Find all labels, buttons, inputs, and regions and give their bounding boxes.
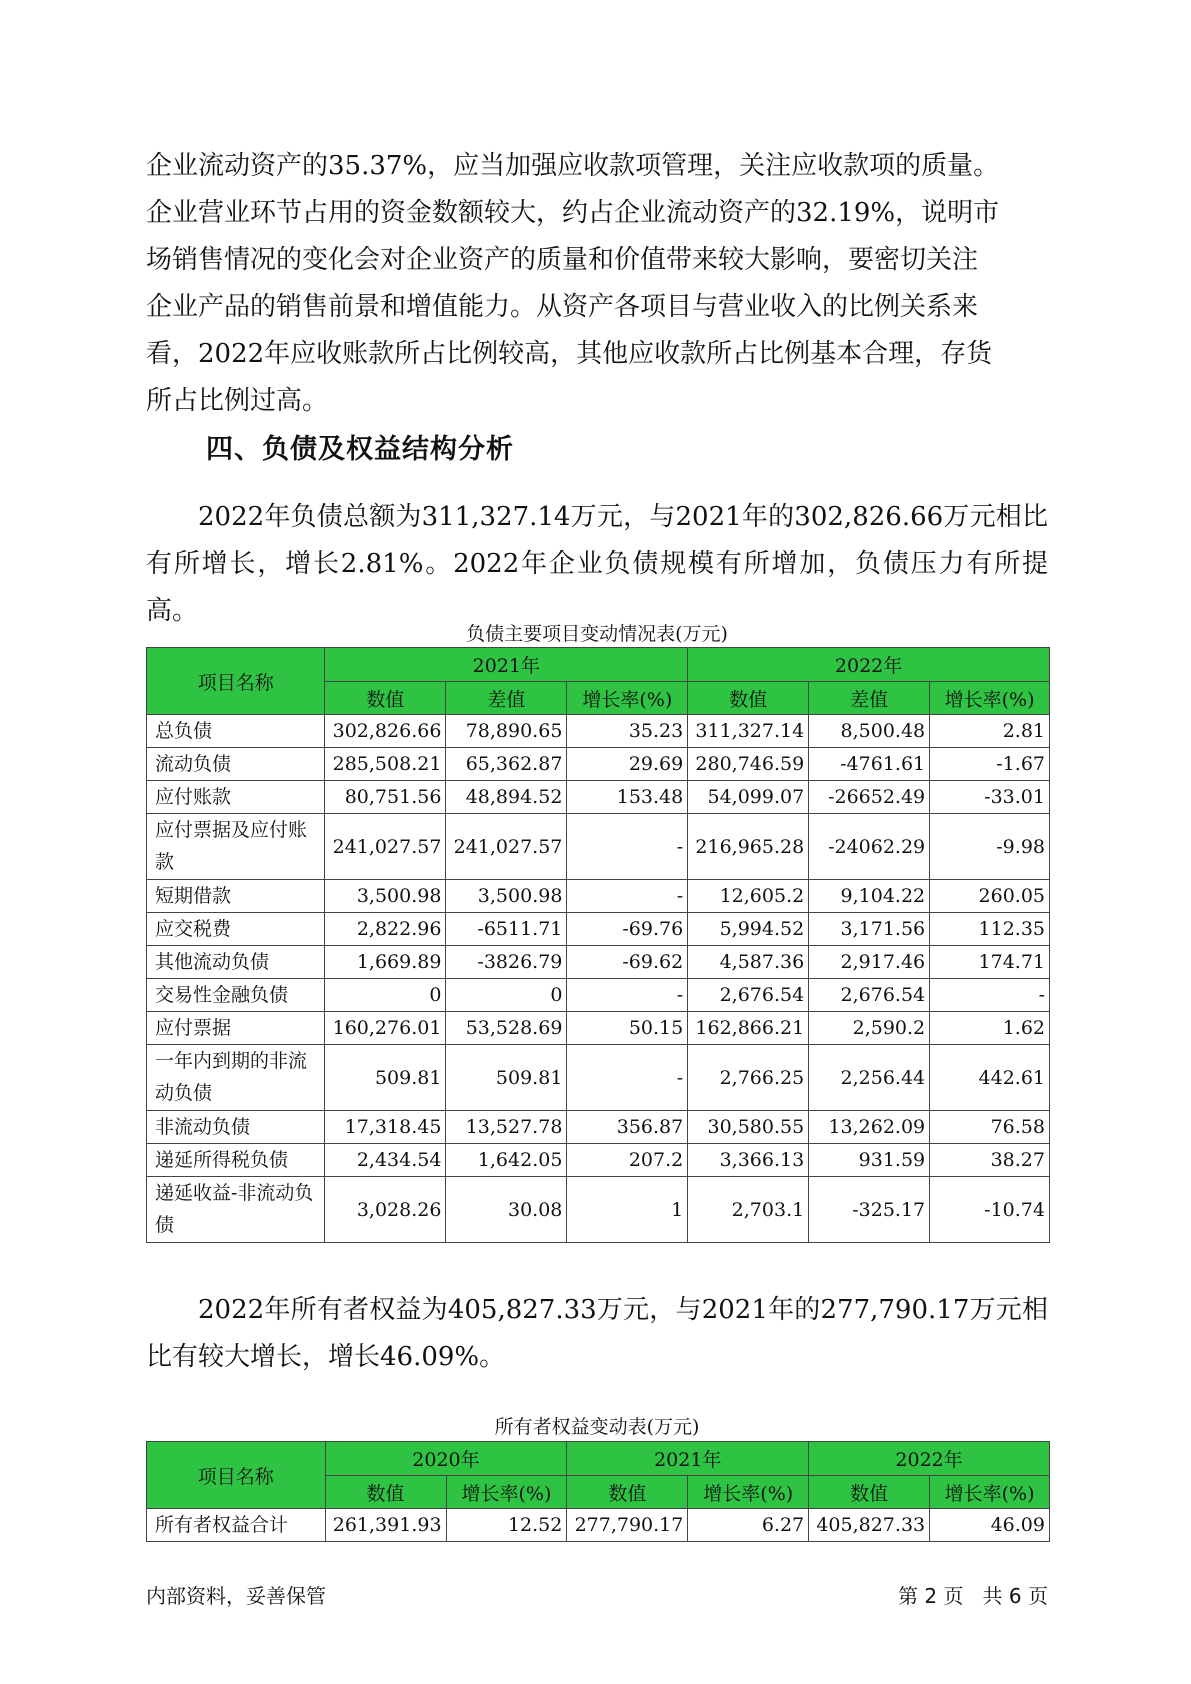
intro-paragraph: [146, 143, 1048, 425]
table-cell: -69.62: [567, 946, 688, 979]
table-cell: 3,028.26: [325, 1177, 446, 1243]
table-cell: -: [567, 880, 688, 913]
table-cell: 1: [567, 1177, 688, 1243]
intro-line: 企业流动资产的35.37%，应当加强应收款项管理，关注应收款项的质量。: [146, 151, 1000, 181]
table-cell: 174.71: [930, 946, 1050, 979]
value-header: 数值: [325, 1476, 446, 1509]
table-cell: 9,104.22: [809, 880, 930, 913]
table-cell: 241,027.57: [446, 814, 567, 880]
table-row: [147, 979, 1050, 1012]
table-cell: 153.48: [567, 781, 688, 814]
table-cell: 2,676.54: [809, 979, 930, 1012]
value-header: 数值: [325, 682, 446, 715]
table-cell: 6.27: [688, 1509, 809, 1542]
table-row: [147, 1144, 1050, 1177]
table-cell: 78,890.65: [446, 715, 567, 748]
table-cell: 442.61: [930, 1045, 1050, 1111]
row-label: 应付票据: [147, 1012, 325, 1045]
growth-header: 增长率(%): [567, 682, 688, 715]
table-cell: 216,965.28: [688, 814, 809, 880]
table-cell: 4,587.36: [688, 946, 809, 979]
table-cell: 509.81: [325, 1045, 446, 1111]
table-cell: 162,866.21: [688, 1012, 809, 1045]
table-cell: 48,894.52: [446, 781, 567, 814]
debt-table-caption: 负债主要项目变动情况表(万元): [466, 623, 728, 645]
table-cell: 260.05: [930, 880, 1050, 913]
table-cell: 2,703.1: [688, 1177, 809, 1243]
table-cell: -: [567, 1045, 688, 1111]
row-label: 应交税费: [147, 913, 325, 946]
table-cell: 241,027.57: [325, 814, 446, 880]
table-cell: 46.09: [930, 1509, 1050, 1542]
row-label: 非流动负债: [147, 1111, 325, 1144]
table-cell: 65,362.87: [446, 748, 567, 781]
table-cell: 30,580.55: [688, 1111, 809, 1144]
row-label: 递延收益-非流动负债: [147, 1177, 325, 1243]
table-cell: -26652.49: [809, 781, 930, 814]
table-cell: -4761.61: [809, 748, 930, 781]
year-header: 2021年: [325, 648, 688, 682]
table-cell: 2,590.2: [809, 1012, 930, 1045]
table-cell: 285,508.21: [325, 748, 446, 781]
table-row: [147, 814, 1050, 880]
table-cell: 2,676.54: [688, 979, 809, 1012]
intro-line: 企业营业环节占用的资金数额较大，约占企业流动资产的32.19%，说明市: [146, 198, 1000, 228]
row-label: 应付票据及应付账款: [147, 814, 325, 880]
table-cell: -24062.29: [809, 814, 930, 880]
equity-table: [146, 1441, 1050, 1542]
row-label: 短期借款: [147, 880, 325, 913]
footer-note: 内部资料，妥善保管: [146, 1584, 326, 1608]
table-cell: 3,171.56: [809, 913, 930, 946]
table-cell: 3,500.98: [325, 880, 446, 913]
debt-table: [146, 647, 1050, 1243]
intro-line: 场销售情况的变化会对企业资产的质量和价值带来较大影响，要密切关注: [146, 245, 979, 275]
table-row: [147, 715, 1050, 748]
table-cell: -69.76: [567, 913, 688, 946]
row-label: 交易性金融负债: [147, 979, 325, 1012]
table-cell: 2,434.54: [325, 1144, 446, 1177]
table-cell: -9.98: [930, 814, 1050, 880]
table-cell: 1,669.89: [325, 946, 446, 979]
table-cell: 17,318.45: [325, 1111, 446, 1144]
table-row: [147, 1111, 1050, 1144]
table-cell: 80,751.56: [325, 781, 446, 814]
page-number: 第 2 页 共 6 页: [898, 1584, 1048, 1608]
year-header: 2022年: [688, 648, 1050, 682]
table-cell: -1.67: [930, 748, 1050, 781]
intro-line: 所占比例过高。: [146, 386, 329, 416]
table-cell: 112.35: [930, 913, 1050, 946]
table-cell: 2,256.44: [809, 1045, 930, 1111]
table-row: [147, 1012, 1050, 1045]
table-cell: -: [567, 979, 688, 1012]
table-row: [147, 946, 1050, 979]
section-heading: 四、负债及权益结构分析: [206, 434, 514, 465]
table-cell: -3826.79: [446, 946, 567, 979]
table-cell: 2,766.25: [688, 1045, 809, 1111]
value-header: 数值: [688, 682, 809, 715]
table-cell: -10.74: [930, 1177, 1050, 1243]
equity-table-caption: 所有者权益变动表(万元): [494, 1416, 700, 1438]
table-cell: 30.08: [446, 1177, 567, 1243]
table-cell: 50.15: [567, 1012, 688, 1045]
row-label: 其他流动负债: [147, 946, 325, 979]
row-label: 一年内到期的非流动负债: [147, 1045, 325, 1111]
intro-line: 企业产品的销售前景和增值能力。从资产各项目与营业收入的比例关系来: [146, 292, 979, 322]
table-cell: 13,262.09: [809, 1111, 930, 1144]
table-cell: 356.87: [567, 1111, 688, 1144]
row-label: 应付账款: [147, 781, 325, 814]
table-cell: 509.81: [446, 1045, 567, 1111]
table-cell: 13,527.78: [446, 1111, 567, 1144]
debt-summary-text: 2022年负债总额为311,327.14万元，与2021年的302,826.66万元相比有所增长，增长2.81%。2022年企业负债规模有所增加，负债压力有所提高。: [146, 502, 1048, 626]
table-cell: 160,276.01: [325, 1012, 446, 1045]
table-cell: 8,500.48: [809, 715, 930, 748]
table-row: [147, 781, 1050, 814]
growth-header: 增长率(%): [688, 1476, 809, 1509]
growth-header: 增长率(%): [446, 1476, 567, 1509]
growth-header: 增长率(%): [930, 682, 1050, 715]
table-cell: -325.17: [809, 1177, 930, 1243]
table-cell: 12,605.2: [688, 880, 809, 913]
table-cell: -6511.71: [446, 913, 567, 946]
year-header: 2020年: [325, 1442, 567, 1476]
table-cell: 3,500.98: [446, 880, 567, 913]
table-cell: 0: [446, 979, 567, 1012]
table-row: [147, 913, 1050, 946]
table-cell: 5,994.52: [688, 913, 809, 946]
table-cell: 931.59: [809, 1144, 930, 1177]
table-cell: 54,099.07: [688, 781, 809, 814]
table-row: [147, 1509, 1050, 1542]
row-label: 流动负债: [147, 748, 325, 781]
table-cell: 12.52: [446, 1509, 567, 1542]
debt-summary-paragraph: [146, 494, 1048, 635]
value-header: 数值: [567, 1476, 688, 1509]
table-cell: 280,746.59: [688, 748, 809, 781]
table-cell: 38.27: [930, 1144, 1050, 1177]
year-header: 2022年: [809, 1442, 1050, 1476]
intro-line: 看，2022年应收账款所占比例较高，其他应收款所占比例基本合理，存货: [146, 339, 993, 369]
table-cell: 311,327.14: [688, 715, 809, 748]
table-row: [147, 748, 1050, 781]
table-cell: 405,827.33: [809, 1509, 930, 1542]
table-cell: 2,917.46: [809, 946, 930, 979]
table-cell: 302,826.66: [325, 715, 446, 748]
table-cell: 2,822.96: [325, 913, 446, 946]
table-cell: 1.62: [930, 1012, 1050, 1045]
equity-summary-paragraph: [146, 1287, 1048, 1381]
year-header: 2021年: [567, 1442, 809, 1476]
item-name-header: 项目名称: [147, 1442, 326, 1509]
diff-header: 差值: [809, 682, 930, 715]
table-cell: -: [930, 979, 1050, 1012]
diff-header: 差值: [446, 682, 567, 715]
table-row: [147, 880, 1050, 913]
table-cell: 53,528.69: [446, 1012, 567, 1045]
table-cell: 3,366.13: [688, 1144, 809, 1177]
table-cell: 207.2: [567, 1144, 688, 1177]
growth-header: 增长率(%): [930, 1476, 1050, 1509]
table-row: [147, 1045, 1050, 1111]
table-cell: -33.01: [930, 781, 1050, 814]
row-label: 所有者权益合计: [147, 1509, 326, 1542]
table-cell: 0: [325, 979, 446, 1012]
row-label: 递延所得税负债: [147, 1144, 325, 1177]
table-cell: -: [567, 814, 688, 880]
table-row: [147, 1177, 1050, 1243]
item-name-header: 项目名称: [147, 648, 325, 715]
table-cell: 261,391.93: [325, 1509, 446, 1542]
value-header: 数值: [809, 1476, 930, 1509]
table-cell: 1,642.05: [446, 1144, 567, 1177]
table-cell: 35.23: [567, 715, 688, 748]
table-cell: 2.81: [930, 715, 1050, 748]
row-label: 总负债: [147, 715, 325, 748]
table-cell: 76.58: [930, 1111, 1050, 1144]
equity-summary-text: 2022年所有者权益为405,827.33万元，与2021年的277,790.17万元相比有较大增长，增长46.09%。: [146, 1295, 1048, 1372]
table-cell: 277,790.17: [567, 1509, 688, 1542]
table-cell: 29.69: [567, 748, 688, 781]
